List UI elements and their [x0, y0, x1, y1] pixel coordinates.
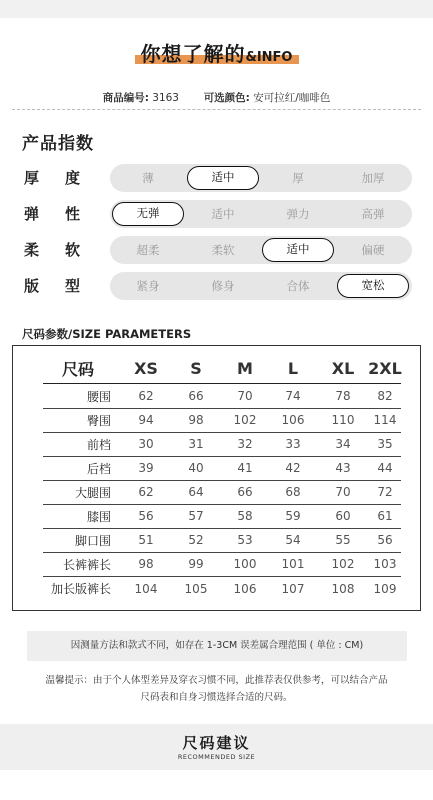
color-label: 可选颜色:: [203, 92, 250, 104]
size-table-cell: 70: [335, 485, 351, 500]
size-table-cell: 51: [138, 533, 154, 548]
recommend-subtitle: RECOMMENDED SIZE: [177, 753, 256, 761]
size-table-cell: 98: [188, 413, 204, 428]
index-option: 紧身: [136, 279, 160, 293]
index-label-char: 柔: [24, 241, 40, 259]
index-label-char: 厚: [24, 169, 40, 187]
size-table-row-label: 加长版裤长: [50, 582, 111, 597]
hero-title-suffix: &INFO: [245, 50, 293, 65]
size-table-row: [43, 433, 401, 457]
index-scale-track: [110, 164, 412, 192]
size-table-cell: 114: [373, 413, 397, 428]
size-table-cell: 57: [188, 509, 204, 524]
size-table-row: [43, 529, 401, 553]
size-table-cell: 60: [335, 509, 351, 524]
index-row-label: [24, 167, 88, 188]
size-table-cell: 39: [138, 461, 154, 476]
size-parameters-title: 尺码参数/SIZE PARAMETERS: [22, 327, 192, 341]
size-table-header-cell: S: [190, 359, 202, 378]
size-table-row-label: 长裤裤长: [62, 557, 111, 572]
size-table-cell: 53: [237, 533, 253, 548]
size-table-header-cell: XL: [331, 359, 355, 378]
size-table-cell: 104: [134, 581, 158, 596]
size-table-cell: 64: [188, 485, 204, 500]
recommend-title: 尺码建议: [182, 734, 251, 752]
meta-divider: [12, 109, 421, 110]
size-table-cell: 62: [138, 485, 154, 500]
measurement-note: 因测量方法和款式不同，如存在 1-3CM 误差属合理范围 ( 单位 : CM): [27, 631, 407, 661]
index-label-char: 度: [64, 169, 80, 187]
size-table-cell: 34: [335, 437, 351, 452]
size-table-cell: 33: [285, 437, 301, 452]
size-tip: [20, 672, 413, 706]
hero-title: 你想了解的: [140, 42, 246, 66]
size-table-row-label: 脚口围: [74, 533, 111, 548]
size-table-row: [43, 385, 401, 409]
size-table-cell: 102: [331, 557, 355, 572]
index-row-label: [24, 275, 88, 296]
size-table-row: [43, 481, 401, 505]
size-table-cell: 94: [138, 413, 154, 428]
product-index-title: 产品指数: [22, 134, 94, 154]
index-option: 高弹: [361, 207, 385, 221]
size-table-row: [43, 577, 401, 601]
index-option: 薄: [142, 171, 154, 185]
size-table-cell: 109: [373, 581, 397, 596]
size-table-cell: 35: [377, 437, 393, 452]
size-table-cell: 99: [188, 557, 204, 572]
size-table-row: [43, 553, 401, 577]
index-option: 偏硬: [361, 243, 385, 257]
index-option-selected: 适中: [262, 238, 334, 262]
index-scale-track: [110, 200, 412, 228]
size-table-row: [43, 457, 401, 481]
size-table-cell: 103: [373, 557, 397, 572]
size-table-cell: 66: [188, 389, 204, 404]
size-table-cell: 68: [285, 485, 301, 500]
size-table-cell: 59: [285, 509, 301, 524]
index-row: [24, 164, 424, 192]
top-band: [0, 0, 433, 18]
size-table-cell: 42: [285, 461, 301, 476]
size-table-cell: 56: [377, 533, 393, 548]
size-table-cell: 32: [237, 437, 253, 452]
size-table-cell: 98: [138, 557, 154, 572]
index-scale-track: [110, 236, 412, 264]
size-table-cell: 66: [237, 485, 253, 500]
size-table-cell: 101: [281, 557, 305, 572]
size-table-row-label: 臀围: [86, 413, 111, 428]
recommend-section: [0, 724, 433, 770]
size-table-cell: 41: [237, 461, 253, 476]
size-table-row: [43, 505, 401, 529]
size-tip-line1: 温馨提示：由于个人体型差异及穿衣习惯不同，此推荐表仅供参考，可以结合产品: [45, 675, 388, 686]
size-table: [12, 345, 421, 611]
product-code-value: 3163: [152, 92, 179, 104]
size-table-cell: 58: [237, 509, 253, 524]
size-table-cell: 43: [335, 461, 351, 476]
size-table-row-label: 前档: [86, 437, 111, 452]
size-table-cell: 62: [138, 389, 154, 404]
index-row-label: [24, 239, 88, 260]
size-table-cell: 30: [138, 437, 154, 452]
product-meta: [0, 90, 433, 105]
size-tip-line2: 尺码表和自身习惯选择合适的尺码。: [140, 692, 293, 703]
index-option: 合体: [286, 279, 310, 293]
size-table-cell: 55: [335, 533, 351, 548]
index-row: [24, 200, 424, 228]
index-label-char: 弹: [24, 205, 40, 223]
size-table-cell: 82: [377, 389, 393, 404]
size-table-cell: 110: [331, 413, 355, 428]
size-table-cell: 78: [335, 389, 351, 404]
size-table-row-label: 大腿围: [74, 485, 111, 500]
size-table-header-cell: XS: [134, 359, 158, 378]
index-label-char: 软: [64, 241, 80, 259]
size-table-cell: 107: [281, 581, 305, 596]
size-table-cell: 40: [188, 461, 204, 476]
size-table-cell: 56: [138, 509, 154, 524]
index-option: 弹力: [286, 207, 310, 221]
size-table-cell: 74: [285, 389, 301, 404]
size-table-header-cell: L: [287, 359, 299, 378]
size-table-header: [43, 354, 401, 384]
size-table-cell: 54: [285, 533, 301, 548]
index-row: [24, 272, 424, 300]
index-option: 适中: [211, 207, 235, 221]
size-table-row-label: 腰围: [86, 389, 111, 404]
index-label-char: 型: [64, 277, 80, 295]
size-table-row-label: 膝围: [86, 509, 111, 524]
size-table-cell: 106: [281, 413, 305, 428]
index-option: 柔软: [211, 243, 235, 257]
hero-header: [0, 38, 433, 72]
size-table-cell: 105: [184, 581, 208, 596]
size-table-cell: 100: [233, 557, 257, 572]
size-table-cell: 52: [188, 533, 204, 548]
size-table-row-label: 后档: [86, 461, 111, 476]
size-table-cell: 44: [377, 461, 393, 476]
index-option-selected: 无弹: [112, 202, 184, 226]
size-table-header-cell: 2XL: [368, 359, 402, 378]
index-option-selected: 适中: [187, 166, 259, 190]
index-option: 加厚: [361, 171, 385, 185]
index-label-char: 性: [64, 205, 80, 223]
index-row: [24, 236, 424, 264]
index-row-label: [24, 203, 88, 224]
size-table-cell: 70: [237, 389, 253, 404]
size-table-cell: 31: [188, 437, 204, 452]
size-table-cell: 102: [233, 413, 257, 428]
size-table-header-cell: 尺码: [61, 360, 94, 379]
hero-title-wrap: [135, 38, 299, 67]
size-table-header-cell: M: [237, 359, 253, 378]
size-table-row: [43, 409, 401, 433]
index-option: 修身: [211, 279, 235, 293]
index-label-char: 版: [24, 277, 40, 295]
size-table-cell: 106: [233, 581, 257, 596]
index-scale-track: [110, 272, 412, 300]
size-table-cell: 108: [331, 581, 355, 596]
product-code-label: 商品编号:: [102, 92, 149, 104]
color-value: 安可拉红/咖啡色: [253, 92, 331, 104]
index-option: 厚: [292, 171, 304, 185]
size-table-cell: 61: [377, 509, 393, 524]
index-option: 超柔: [136, 243, 160, 257]
size-table-cell: 72: [377, 485, 393, 500]
index-option-selected: 宽松: [337, 274, 409, 298]
